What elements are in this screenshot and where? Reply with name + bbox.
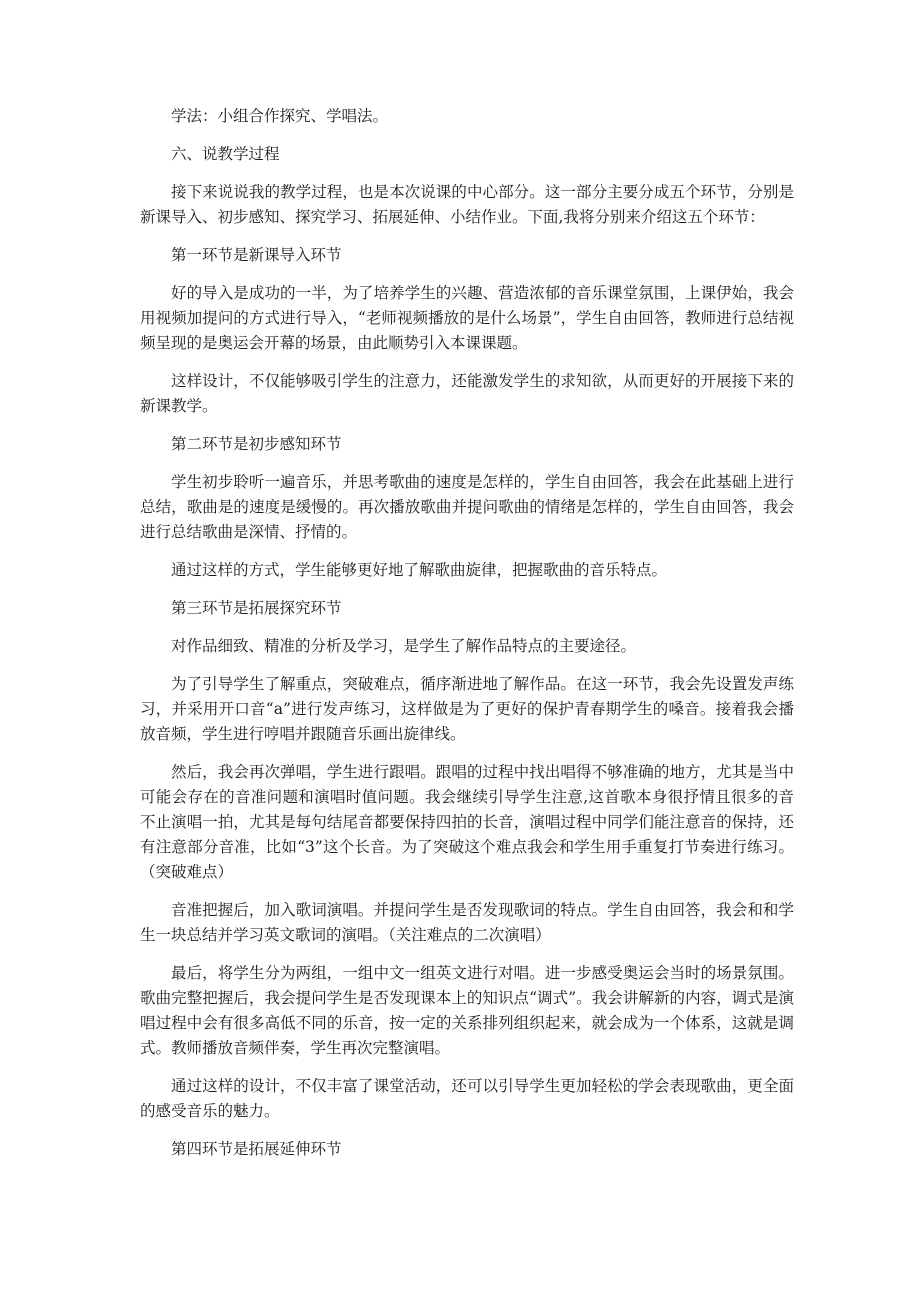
paragraph-step-3-singalong: 然后，我会再次弹唱，学生进行跟唱。跟唱的过程中找出唱得不够准确的地方，尤其是当中可能会存在的音准问题和演唱时值问题。我会继续引导学生注意,这首歌本身很抒情且很多的音不止演唱一拍，尤其是每句结尾音都要保持四拍的长音，演唱过程中同学们能注意音的保持，还有注意部分音准，比如“3”这个长音。为了突破这个难点我会和学生用手重复打节奏进行练习。（突破难点） bbox=[140, 763, 794, 881]
document-body bbox=[140, 104, 794, 1175]
heading-step-3: 第三环节是拓展探究环节 bbox=[171, 599, 342, 617]
paragraph-step-3-final: 最后，将学生分为两组，一组中文一组英文进行对唱。进一步感受奥运会当时的场景氛围。歌曲完整把握后，我会提问学生是否发现课本上的知识点“调式”。我会讲解新的内容，调式是演唱过程中会有很多高低不同的乐音，按一定的关系排列组织起来，就会成为一个体系，这就是调式。教师播放音频伴奏，学生再次完整演唱。 bbox=[140, 964, 794, 1057]
heading-step-4: 第四环节是拓展延伸环节 bbox=[171, 1140, 342, 1158]
paragraph-step-2-detail: 学生初步聆听一遍音乐，并思考歌曲的速度是怎样的，学生自由回答，我会在此基础上进行总结，歌曲是的速度是缓慢的。再次播放歌曲并提问歌曲的情绪是怎样的，学生自由回答，我会进行总结歌曲是深情、抒情的。 bbox=[140, 473, 794, 541]
paragraph-process-intro: 接下来说说我的教学过程，也是本次说课的中心部分。这一部分主要分成五个环节，分别是新课导入、初步感知、探究学习、拓展延伸、小结作业。下面,我将分别来介绍这五个环节： bbox=[140, 183, 794, 226]
paragraph-step-1-detail: 好的导入是成功的一半，为了培养学生的兴趣、营造浓郁的音乐课堂氛围，上课伊始，我会用视频加提问的方式进行导入，“老师视频播放的是什么场景”，学生自由回答，教师进行总结视频呈现的是奥运会开幕的场景，由此顺势引入本课课题。 bbox=[140, 284, 794, 352]
paragraph-step-1-summary: 这样设计，不仅能够吸引学生的注意力，还能激发学生的求知欲，从而更好的开展接下来的新课教学。 bbox=[140, 372, 794, 415]
paragraph-step-3-vocal: 为了引导学生了解重点，突破难点，循序渐进地了解作品。在这一环节，我会先设置发声练习，并采用开口音“a”进行发声练习，这样做是为了更好的保护青春期学生的嗓音。接着我会播放音频，学生进行哼唱并跟随音乐画出旋律线。 bbox=[140, 675, 794, 743]
heading-step-1: 第一环节是新课导入环节 bbox=[171, 246, 342, 264]
paragraph-step-3-intro: 对作品细致、精准的分析及学习，是学生了解作品特点的主要途径。 bbox=[171, 637, 637, 655]
heading-step-2: 第二环节是初步感知环节 bbox=[171, 435, 342, 453]
paragraph-step-3-lyrics: 音准把握后，加入歌词演唱。并提问学生是否发现歌词的特点。学生自由回答，我会和和学生一块总结并学习英文歌词的演唱。（关注难点的二次演唱） bbox=[140, 901, 794, 944]
paragraph-study-method: 学法：小组合作探究、学唱法。 bbox=[171, 107, 389, 125]
paragraph-step-2-summary: 通过这样的方式，学生能够更好地了解歌曲旋律，把握歌曲的音乐特点。 bbox=[171, 561, 668, 579]
paragraph-step-3-summary: 通过这样的设计，不仅丰富了课堂活动，还可以引导学生更加轻松的学会表现歌曲，更全面的感受音乐的魅力。 bbox=[140, 1077, 794, 1120]
section-heading-teaching-process: 六、说教学过程 bbox=[171, 145, 280, 163]
